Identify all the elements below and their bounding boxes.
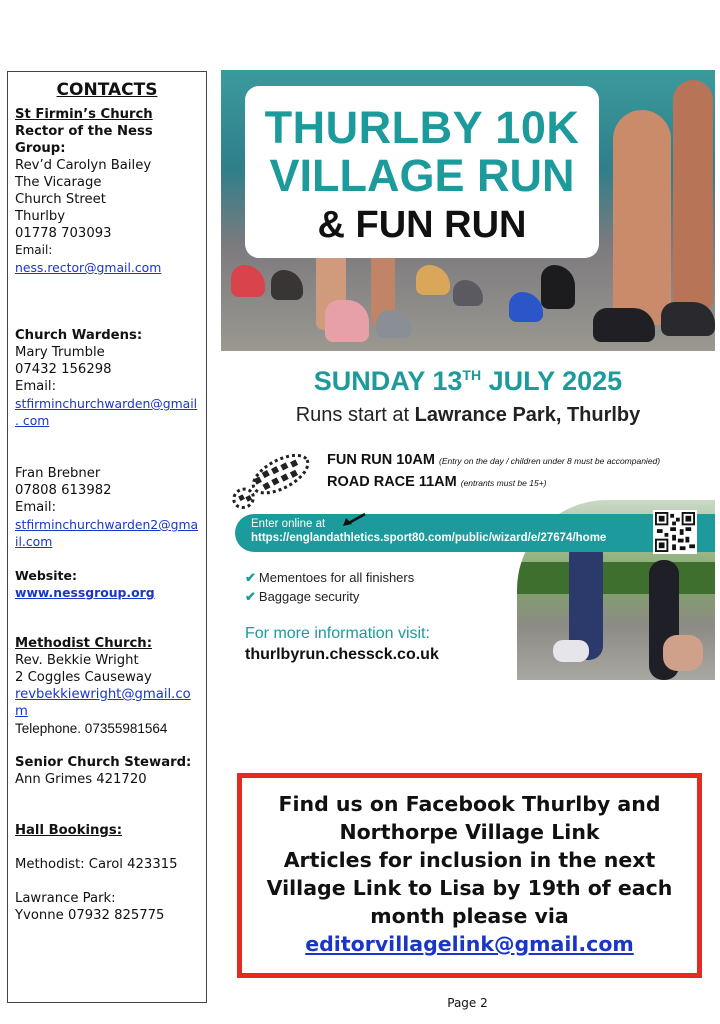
road-race-label: ROAD RACE 11AM <box>327 474 461 490</box>
check-icon: ✔ <box>245 589 256 604</box>
warden1-name: Mary Trumble <box>15 345 105 360</box>
methodist-minister: Rev. Bekkie Wright <box>15 653 139 668</box>
contacts-panel <box>7 71 207 1003</box>
rector-role-2: Group: <box>15 141 66 156</box>
fb-line-3: Articles for inclusion in the next <box>283 848 656 872</box>
poster-title-line2: VILLAGE RUN <box>269 150 575 201</box>
run-start <box>221 404 715 427</box>
methodist-heading: Methodist Church: <box>15 636 152 651</box>
start-pre: Runs start at <box>295 404 415 426</box>
methodist-phone: Telephone. 07355981564 <box>15 721 168 736</box>
run-poster <box>221 70 715 680</box>
fb-line-5: month please via <box>370 904 569 928</box>
qr-code-icon[interactable] <box>653 510 697 554</box>
warden2-email-link[interactable]: stfirminchurchwarden2@gmail.com <box>15 517 199 549</box>
fun-run-label: FUN RUN 10AM <box>327 452 439 468</box>
rector-phone: 01778 703093 <box>15 226 112 241</box>
fb-line-4: Village Link to Lisa by 19th of each <box>266 876 673 900</box>
feature-baggage <box>245 589 359 605</box>
address-line-2: Church Street <box>15 192 106 207</box>
website-link[interactable]: www.nessgroup.org <box>15 585 155 600</box>
poster-title-line3: & FUN RUN <box>317 204 527 246</box>
hall-methodist: Methodist: Carol 423315 <box>15 857 178 872</box>
address-line-1: The Vicarage <box>15 175 102 190</box>
title-box <box>245 86 599 258</box>
run-website-link[interactable]: thurlbyrun.chessck.co.uk <box>245 646 439 663</box>
address-line-3: Thurlby <box>15 209 66 224</box>
hall-park: Yvonne 07932 825775 <box>15 908 165 923</box>
church-heading: St Firmin’s Church <box>15 107 153 122</box>
methodist-email-link[interactable]: revbekkiewright@gmail.com <box>15 687 191 719</box>
date-post: JULY 2025 <box>481 366 623 396</box>
online-entry-band <box>235 514 715 552</box>
date-pre: SUNDAY 13 <box>313 366 463 396</box>
check-icon: ✔ <box>245 570 256 585</box>
date-sup: TH <box>462 367 482 383</box>
rector-email-label: Email: <box>15 243 53 257</box>
fun-run-note: (Entry on the day / children under 8 must be accompanied) <box>438 456 661 466</box>
website-label: Website: <box>15 568 77 583</box>
run-date <box>221 366 715 397</box>
hall-park-label: Lawrance Park: <box>15 891 116 906</box>
feature1-text: Mementoes for all finishers <box>258 570 415 585</box>
warden2-name: Fran Brebner <box>15 466 101 481</box>
steward-heading: Senior Church Steward: <box>15 755 192 770</box>
online-label: Enter online at <box>251 518 326 530</box>
road-race-line <box>327 474 547 490</box>
warden1-email-link[interactable]: stfirminchurchwarden@gmail . com <box>15 396 198 428</box>
warden1-email-label: Email: <box>15 379 57 394</box>
hall-heading: Hall Bookings: <box>15 823 122 838</box>
poster-title-line1: THURLBY 10K <box>264 102 580 153</box>
rector-email-link[interactable]: ness.rector@gmail.com <box>15 260 162 275</box>
road-race-note: (entrants must be 15+) <box>460 478 547 488</box>
runners-photo <box>221 70 715 351</box>
methodist-address: 2 Coggles Causeway <box>15 670 152 685</box>
start-place: Lawrance Park, Thurlby <box>414 404 641 426</box>
shoeprint-icon <box>225 450 315 514</box>
fun-run-line <box>327 452 660 468</box>
more-info-label: For more information visit: <box>245 625 430 642</box>
warden2-email-label: Email: <box>15 500 57 515</box>
fb-line-1: Find us on Facebook Thurlby and <box>278 792 661 816</box>
feature2-text: Baggage security <box>258 589 360 604</box>
steward: Ann Grimes 421720 <box>15 772 147 787</box>
wardens-heading: Church Wardens: <box>15 328 143 343</box>
facebook-notice-box <box>237 773 702 978</box>
editor-email-link[interactable]: editorvillagelink@gmail.com <box>305 932 634 956</box>
contacts-title: CONTACTS <box>56 80 158 100</box>
rector-role-1: Rector of the Ness <box>15 124 153 139</box>
warden2-phone: 07808 613982 <box>15 483 112 498</box>
feature-mementoes <box>245 570 414 586</box>
arrow-icon <box>341 512 367 528</box>
online-entry-link[interactable]: https://englandathletics.sport80.com/public/wizard/e/27674/home <box>251 532 607 544</box>
rector-name: Rev’d Carolyn Bailey <box>15 158 152 173</box>
page-number: Page 2 <box>447 996 488 1010</box>
warden1-phone: 07432 156298 <box>15 362 112 377</box>
fb-line-2: Northorpe Village Link <box>339 820 600 844</box>
